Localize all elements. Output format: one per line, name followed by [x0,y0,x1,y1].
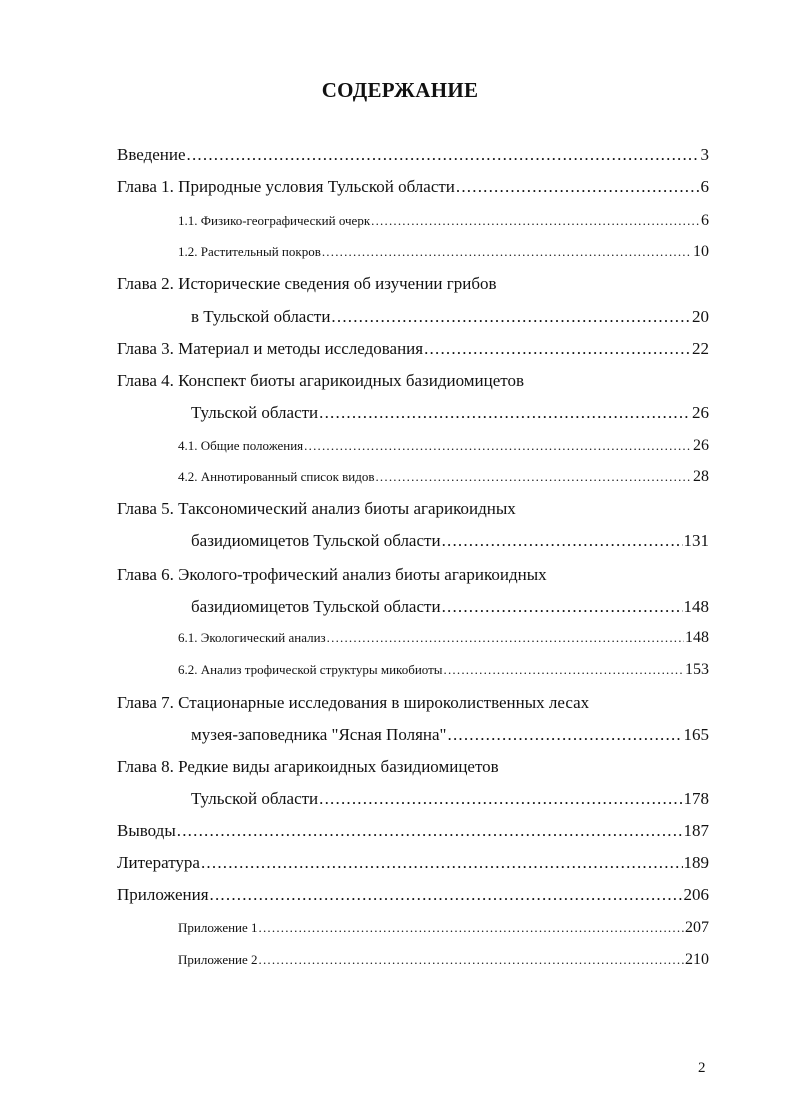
toc-entry-conclusions[interactable] [117,821,709,841]
toc-entry-text: Приложение 2 [178,952,258,967]
dot-leader [187,145,700,165]
toc-page-number: 165 [683,725,709,744]
dot-leader [210,885,683,905]
dot-leader [375,469,692,485]
toc-entry-text: Глава 3. Материал и методы исследования [117,339,424,358]
toc-page-number: 26 [692,403,709,422]
toc-entry-text: Введение [117,145,186,164]
toc-entry-text: Литература [117,853,200,872]
toc-page-number: 131 [683,531,709,550]
dot-leader [442,597,683,617]
toc-entry-chapter-4[interactable] [191,403,709,423]
toc-page-number: 28 [693,468,709,485]
toc-page-number: 26 [693,437,709,454]
toc-entry-text: 6.1. Экологический анализ [178,630,326,645]
dot-leader [319,403,691,423]
toc-page-number: 187 [683,821,709,840]
page-number: 2 [698,1060,706,1076]
dot-leader [304,438,692,454]
dot-leader [331,307,691,327]
toc-entry-text: Глава 1. Природные условия Тульской области [117,177,455,196]
toc-page-number: 10 [693,243,709,260]
toc-chapter-5-heading: Глава 5. Таксономический анализ биоты агарикоидных [117,499,516,518]
toc-page-number: 178 [683,789,709,808]
toc-entry-text: 6.2. Анализ трофической структуры микобиоты [178,662,443,677]
dot-leader [442,531,683,551]
toc-entry-text: Приложение 1 [178,920,258,935]
toc-entry-chapter-2[interactable] [191,307,709,327]
toc-entry-text: 1.2. Растительный покров [178,244,321,259]
toc-chapter-4-heading: Глава 4. Конспект биоты агарикоидных базидиомицетов [117,371,525,390]
toc-entry-text: 4.2. Аннотированный список видов [178,469,375,484]
dot-leader [177,821,683,841]
toc-page-number: 148 [683,597,709,616]
dot-leader [259,920,684,936]
page-title: СОДЕРЖАНИЕ [321,78,479,102]
dot-leader [259,952,684,968]
toc-chapter-8-heading: Глава 8. Редкие виды агарикоидных базидиомицетов [117,757,499,776]
toc-entry-text: 1.1. Физико-географический очерк [178,213,371,228]
toc-entry-chapter-5[interactable] [191,531,709,551]
toc-entry-literature[interactable] [117,853,709,873]
dot-leader [448,725,683,745]
toc-entry-section-6-1[interactable] [178,629,709,647]
toc-entry-section-6-2[interactable] [178,661,709,679]
dot-leader [456,177,700,197]
toc-entry-chapter-3[interactable] [117,339,709,359]
toc-entry-section-4-2[interactable] [178,468,709,486]
dot-leader [424,339,691,359]
toc-chapter-2-heading: Глава 2. Исторические сведения об изучении грибов [117,274,497,293]
toc-entry-text: музея-заповедника "Ясная Поляна" [191,725,447,744]
toc-entry-appendices[interactable] [117,885,709,905]
toc-entry-text: в Тульской области [191,307,331,326]
dot-leader [444,662,684,678]
toc-page-number: 22 [692,339,709,358]
dot-leader [322,244,692,260]
toc-page-number: 189 [683,853,709,872]
dot-leader [371,213,700,229]
toc-entry-chapter-8[interactable] [191,789,709,809]
toc-page-number: 20 [692,307,709,326]
toc-page-number: 207 [685,919,709,936]
dot-leader [319,789,682,809]
toc-chapter-7-heading: Глава 7. Стационарные исследования в широколиственных лесах [117,693,590,712]
toc-entry-text: базидиомицетов Тульской области [191,531,441,550]
dot-leader [327,630,684,646]
toc-page-number: 210 [685,951,709,968]
toc-entry-section-4-1[interactable] [178,437,709,455]
toc-entry-appendix-2[interactable] [178,951,709,969]
toc-page-number: 148 [685,629,709,646]
toc-entry-text: Выводы [117,821,176,840]
toc-entry-intro[interactable] [117,145,709,165]
toc-entry-section-1-1[interactable] [178,212,709,230]
toc-chapter-6-heading: Глава 6. Эколого-трофический анализ биоты агарикоидных [117,565,547,584]
toc-page-number: 3 [700,145,709,164]
toc-entry-text: базидиомицетов Тульской области [191,597,441,616]
toc-page-number: 206 [683,885,709,904]
toc-entry-appendix-1[interactable] [178,919,709,937]
toc-page-number: 153 [685,661,709,678]
toc-entry-text: Приложения [117,885,209,904]
dot-leader [201,853,683,873]
toc-page-number: 6 [701,212,709,229]
toc-entry-text: 4.1. Общие положения [178,438,304,453]
toc-entry-section-1-2[interactable] [178,243,709,261]
toc-entry-chapter-7[interactable] [191,725,709,745]
toc-entry-text: Тульской области [191,789,319,808]
toc-page-number: 6 [700,177,709,196]
toc-entry-chapter-1[interactable] [117,177,709,197]
toc-entry-text: Тульской области [191,403,319,422]
toc-entry-chapter-6[interactable] [191,597,709,617]
